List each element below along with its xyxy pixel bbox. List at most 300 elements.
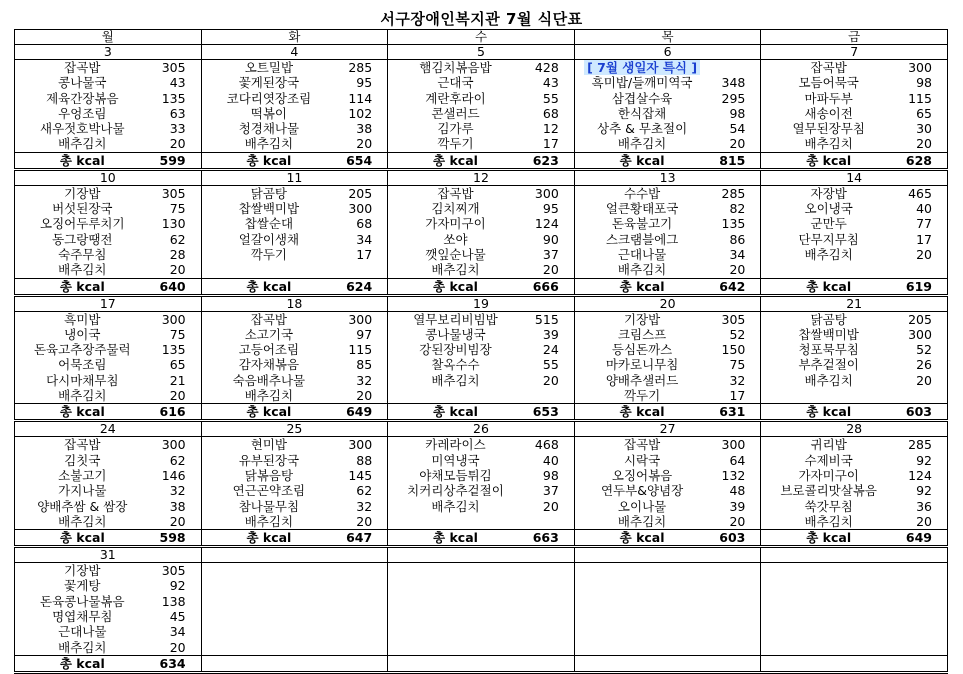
menu-item-kcal: 205 <box>908 311 932 327</box>
menu-item-kcal: 68 <box>542 105 559 121</box>
date-cell <box>574 547 761 563</box>
menu-item-name: 배추김치 <box>804 513 853 529</box>
total-kcal: 815 <box>719 152 746 168</box>
total-kcal: 634 <box>159 655 186 671</box>
menu-item-name: 쑥갓무침 <box>804 498 853 514</box>
total-kcal: 603 <box>719 530 746 546</box>
menu-item-kcal: 32 <box>356 498 373 514</box>
menu-item <box>575 437 761 452</box>
menu-item-name: 크림스프 <box>617 326 667 342</box>
menu-item-name: 배추김치 <box>431 372 480 388</box>
menu-item <box>15 594 201 609</box>
menu-item <box>575 373 761 388</box>
total-cell <box>201 655 388 672</box>
total-label: 총 kcal <box>806 404 852 420</box>
menu-item-kcal: 468 <box>534 437 559 453</box>
page-title: 서구장애인복지관 7월 식단표 <box>380 10 583 28</box>
total-label: 총 kcal <box>246 404 292 420</box>
menu-item-kcal: 146 <box>161 467 186 483</box>
menu-item-name: 김칫국 <box>64 452 101 468</box>
total-kcal: 640 <box>159 278 186 294</box>
menu-item <box>761 232 947 247</box>
menu-item-name: 근대나물 <box>58 624 107 640</box>
total-label: 총 kcal <box>433 278 478 294</box>
menu-item-kcal: 20 <box>356 388 373 404</box>
menu-item-kcal: 62 <box>169 231 186 247</box>
total-cell <box>388 655 575 672</box>
weekday-header: 월 <box>15 30 202 45</box>
menu-item-name: 찹쌀백미밥 <box>238 201 300 217</box>
menu-item-kcal: 92 <box>916 452 932 468</box>
total-label: 총 kcal <box>619 530 665 546</box>
menu-item <box>388 232 574 247</box>
total-kcal: 603 <box>905 404 932 420</box>
menu-item-name: 감자채볶음 <box>238 357 300 373</box>
menu-item <box>575 75 761 90</box>
menu-item-kcal: 43 <box>542 75 559 91</box>
total-cell <box>201 530 388 547</box>
menu-item-name: 숙주무침 <box>58 246 107 262</box>
total-label: 총 kcal <box>806 152 852 168</box>
menu-item <box>575 232 761 247</box>
menu-item <box>761 437 947 452</box>
menu-item-kcal: 88 <box>356 452 373 468</box>
total-kcal: 649 <box>905 530 932 546</box>
total-cell <box>388 530 575 547</box>
menu-cell <box>15 437 202 530</box>
menu-item-kcal: 40 <box>916 201 932 217</box>
menu-item-name: 열무된장무침 <box>792 121 865 137</box>
meal-plan-table <box>14 29 948 674</box>
menu-item <box>202 232 388 247</box>
menu-item-name: 상추 & 무초절이 <box>597 121 688 137</box>
menu-item <box>202 136 388 151</box>
menu-cell <box>15 563 202 656</box>
menu-item <box>15 373 201 388</box>
menu-item-name: 귀리밥 <box>810 437 847 453</box>
menu-item-kcal: 75 <box>169 201 186 217</box>
menu-item-name: 배추김치 <box>804 136 853 152</box>
menu-item <box>761 373 947 388</box>
menu-item-name: 찹쌀백미밥 <box>798 326 859 342</box>
total-label: 총 kcal <box>619 404 665 420</box>
menu-item-kcal: 98 <box>729 105 746 121</box>
menu-item-name: 콩나물냉국 <box>425 326 486 342</box>
menu-item-kcal: 98 <box>916 75 932 91</box>
menu-item-name: 마카로니무침 <box>605 357 679 373</box>
menu-cell <box>761 60 948 153</box>
menu-item <box>388 136 574 151</box>
menu-cell <box>761 437 948 530</box>
date-cell: 27 <box>574 421 761 437</box>
menu-item-kcal: 21 <box>169 372 186 388</box>
menu-item-kcal: 32 <box>356 372 373 388</box>
menu-item-kcal: 20 <box>169 639 186 655</box>
menu-item-kcal: 135 <box>161 90 186 106</box>
menu-item <box>202 247 388 262</box>
menu-item-kcal: 30 <box>916 121 932 137</box>
total-kcal: 619 <box>905 278 932 294</box>
total-cell <box>761 278 948 295</box>
menu-item-kcal: 145 <box>348 467 373 483</box>
menu-item <box>575 468 761 483</box>
menu-item-name: 김치찌개 <box>431 201 480 217</box>
menu-item-kcal: 428 <box>534 60 559 75</box>
menu-item-kcal: 38 <box>169 498 186 514</box>
date-cell: 31 <box>15 547 202 563</box>
menu-item-name: 배추김치 <box>244 136 294 152</box>
menu-item <box>15 232 201 247</box>
menu-item-kcal: 62 <box>169 452 186 468</box>
menu-item <box>761 121 947 136</box>
menu-item-name: 깻잎순나물 <box>425 246 486 262</box>
menu-item-kcal: 86 <box>729 231 746 247</box>
menu-item-kcal: 305 <box>721 311 746 327</box>
menu-item-name: 배추김치 <box>804 372 853 388</box>
menu-item <box>575 499 761 514</box>
menu-item-name: 참나물무침 <box>238 498 300 514</box>
total-cell <box>388 152 575 169</box>
menu-item-name: 잡곡밥 <box>437 185 474 201</box>
menu-item <box>388 357 574 372</box>
menu-item-kcal: 54 <box>729 121 746 137</box>
total-kcal: 642 <box>719 278 746 294</box>
menu-item-name: 새우젓호박나물 <box>40 121 125 137</box>
menu-item-kcal: 20 <box>169 388 186 404</box>
total-cell <box>15 530 202 547</box>
menu-item-kcal: 85 <box>356 357 373 373</box>
menu-item <box>388 312 574 327</box>
date-row <box>15 421 948 437</box>
total-cell <box>574 152 761 169</box>
menu-item-name: 배추김치 <box>617 262 667 278</box>
menu-item-kcal: 20 <box>542 372 559 388</box>
date-cell: 7 <box>761 45 948 60</box>
menu-item <box>575 106 761 121</box>
menu-item-name: 유부된장국 <box>238 452 300 468</box>
menu-item-name: 단무지무침 <box>798 231 859 247</box>
menu-item-kcal: 77 <box>916 216 932 232</box>
menu-item-kcal: 205 <box>348 185 373 201</box>
menu-item-name: 기장밥 <box>64 563 101 579</box>
menu-item-kcal: 17 <box>729 388 746 404</box>
menu-item-kcal: 17 <box>542 136 559 152</box>
menu-item-name: 미역냉국 <box>431 452 480 468</box>
menu-item-name: 잡곡밥 <box>64 60 101 75</box>
menu-item-name: 다시마채무침 <box>46 372 119 388</box>
menu-item <box>15 468 201 483</box>
date-cell: 25 <box>201 421 388 437</box>
menu-cell <box>761 185 948 278</box>
menu-item <box>202 121 388 136</box>
menu-items-row <box>15 437 948 530</box>
menu-item <box>388 201 574 216</box>
menu-item-kcal: 305 <box>161 185 186 201</box>
menu-item <box>575 342 761 357</box>
menu-item <box>15 91 201 106</box>
weekday-header: 화 <box>201 30 388 45</box>
menu-item <box>388 121 574 136</box>
total-cell <box>201 278 388 295</box>
total-kcal: 598 <box>159 530 186 546</box>
menu-item-kcal: 300 <box>908 326 932 342</box>
menu-item <box>202 91 388 106</box>
menu-items-row <box>15 185 948 278</box>
menu-item-name: 숙음배추나물 <box>232 372 306 388</box>
date-cell: 10 <box>15 169 202 185</box>
menu-item-name: 가지나물 <box>58 483 107 499</box>
total-kcal: 631 <box>719 404 746 420</box>
total-label: 총 kcal <box>59 404 105 420</box>
menu-item <box>761 247 947 262</box>
menu-item-kcal: 97 <box>356 326 373 342</box>
menu-item-name: 가자미구이 <box>798 467 859 483</box>
menu-cell <box>201 437 388 530</box>
menu-item-name: 떡볶이 <box>250 105 287 121</box>
menu-item <box>761 342 947 357</box>
menu-item <box>575 121 761 136</box>
menu-item <box>761 75 947 90</box>
menu-item-name: 삼겹살수육 <box>611 90 673 106</box>
menu-item-name: 모듬어묵국 <box>798 75 859 91</box>
menu-items-row <box>15 563 948 656</box>
menu-item-kcal: 24 <box>542 342 559 358</box>
menu-item <box>761 106 947 121</box>
menu-item-kcal: 20 <box>169 262 186 278</box>
menu-item-kcal: 20 <box>916 513 932 529</box>
menu-item-kcal: 68 <box>356 216 373 232</box>
menu-item <box>388 499 574 514</box>
menu-item-name: 배추김치 <box>431 262 480 278</box>
menu-item <box>761 468 947 483</box>
menu-item-name: 얼갈이생채 <box>238 231 300 247</box>
menu-item-kcal: 515 <box>534 311 559 327</box>
total-row <box>15 655 948 672</box>
total-label: 총 kcal <box>59 278 105 294</box>
total-cell <box>388 278 575 295</box>
menu-item <box>15 640 201 655</box>
date-row <box>15 45 948 60</box>
total-label: 총 kcal <box>433 404 478 420</box>
menu-item <box>15 624 201 639</box>
total-label: 총 kcal <box>59 530 105 546</box>
menu-item-name: 동그랑땡전 <box>52 231 113 247</box>
menu-item <box>575 201 761 216</box>
menu-item-name: 군만두 <box>810 216 847 232</box>
menu-item-name: 양배추쌈 & 쌈장 <box>37 498 128 514</box>
menu-item-name: 열무보리비빔밥 <box>413 311 498 327</box>
special-meal-label: [ 7월 생일자 특식 ] <box>584 60 700 75</box>
date-cell: 6 <box>574 45 761 60</box>
menu-item-name: 닭곰탕 <box>810 311 847 327</box>
date-cell: 3 <box>15 45 202 60</box>
total-kcal: 653 <box>532 404 559 420</box>
menu-item-name: 배추김치 <box>431 498 480 514</box>
menu-item <box>388 60 574 75</box>
menu-item <box>202 483 388 498</box>
menu-cell <box>201 185 388 278</box>
menu-item <box>761 483 947 498</box>
menu-item-kcal: 32 <box>169 483 186 499</box>
total-kcal: 624 <box>346 278 373 294</box>
menu-item-name: 배추김치 <box>617 513 667 529</box>
total-kcal: 647 <box>346 530 373 546</box>
total-label: 총 kcal <box>619 278 665 294</box>
menu-item-name: 강된장비빔장 <box>419 342 492 358</box>
menu-item-kcal: 32 <box>729 372 746 388</box>
menu-item-name: 잡곡밥 <box>623 437 661 453</box>
menu-item <box>388 186 574 201</box>
menu-item-name: 마파두부 <box>804 90 853 106</box>
menu-item-kcal: 305 <box>161 563 186 579</box>
menu-item-name: 현미밥 <box>250 437 287 453</box>
menu-cell <box>388 437 575 530</box>
menu-item <box>202 75 388 90</box>
menu-item-kcal: 130 <box>161 216 186 232</box>
menu-item <box>575 327 761 342</box>
menu-item-name: 돈육불고기 <box>611 216 673 232</box>
date-cell: 11 <box>201 169 388 185</box>
menu-item <box>761 216 947 231</box>
menu-item-name: 잡곡밥 <box>64 437 101 453</box>
menu-item <box>761 327 947 342</box>
menu-item <box>202 186 388 201</box>
menu-item-name: 등심돈까스 <box>611 342 673 358</box>
menu-item-name: 배추김치 <box>58 639 107 655</box>
menu-item-kcal: 135 <box>161 342 186 358</box>
menu-item-kcal: 26 <box>916 357 932 373</box>
menu-item-name: 명엽채무침 <box>52 609 113 625</box>
menu-item-kcal: 300 <box>534 185 559 201</box>
menu-item-name: 제육간장볶음 <box>46 90 119 106</box>
menu-item <box>202 60 388 75</box>
menu-item-kcal: 33 <box>169 121 186 137</box>
menu-item-kcal: 45 <box>169 609 186 625</box>
menu-item <box>202 342 388 357</box>
menu-item <box>15 216 201 231</box>
menu-item <box>761 453 947 468</box>
menu-item <box>202 357 388 372</box>
total-kcal: 599 <box>159 152 186 168</box>
menu-item <box>761 186 947 201</box>
date-cell: 14 <box>761 169 948 185</box>
menu-item-name: 수수밥 <box>623 185 661 201</box>
total-cell <box>15 655 202 672</box>
total-cell <box>15 152 202 169</box>
date-cell: 5 <box>388 45 575 60</box>
menu-item-kcal: 12 <box>542 121 559 137</box>
menu-cell <box>388 563 575 656</box>
menu-item-name: 깍두기 <box>250 246 287 262</box>
menu-item <box>202 388 388 403</box>
menu-cell <box>574 311 761 404</box>
menu-cell <box>574 563 761 656</box>
menu-item <box>15 388 201 403</box>
menu-item <box>388 262 574 277</box>
menu-item-kcal: 92 <box>169 578 186 594</box>
total-kcal: 663 <box>532 530 559 546</box>
menu-item-name: 스크램블에그 <box>605 231 679 247</box>
menu-item-kcal: 300 <box>348 311 373 327</box>
menu-item-name: 소고기국 <box>244 326 294 342</box>
menu-item <box>202 468 388 483</box>
menu-item-name: 가자미구이 <box>425 216 486 232</box>
menu-item-name: 배추김치 <box>244 513 294 529</box>
menu-item-kcal: 75 <box>729 357 746 373</box>
menu-item-kcal: 300 <box>908 60 932 75</box>
menu-item-name: 배추김치 <box>617 136 667 152</box>
menu-item-name: 깍두기 <box>437 136 474 152</box>
menu-item <box>388 483 574 498</box>
menu-item-kcal: 150 <box>721 342 746 358</box>
menu-item-name: 돈육고추장주물럭 <box>33 342 131 358</box>
menu-item-name: 시락국 <box>623 452 661 468</box>
total-cell <box>574 655 761 672</box>
menu-item-name: 근대국 <box>437 75 474 91</box>
total-label: 총 kcal <box>619 152 665 168</box>
menu-item-kcal: 20 <box>542 498 559 514</box>
menu-item <box>575 312 761 327</box>
menu-item-name: 배추김치 <box>58 513 107 529</box>
menu-item <box>388 75 574 90</box>
date-row <box>15 547 948 563</box>
total-kcal: 628 <box>905 152 932 168</box>
menu-item-name: 근대나물 <box>617 246 667 262</box>
menu-item-name: 양배추샐러드 <box>605 372 679 388</box>
menu-item-name: 고등어조림 <box>238 342 300 358</box>
menu-item-kcal: 20 <box>916 372 932 388</box>
menu-item <box>388 342 574 357</box>
menu-item-kcal: 39 <box>729 498 746 514</box>
menu-item <box>575 483 761 498</box>
menu-cell <box>201 311 388 404</box>
total-label: 총 kcal <box>59 655 105 671</box>
total-kcal: 666 <box>532 278 559 294</box>
weekday-header-row <box>15 30 948 45</box>
menu-item-kcal: 138 <box>161 593 186 609</box>
date-row <box>15 169 948 185</box>
menu-item-name: 오징어볶음 <box>611 467 673 483</box>
total-label: 총 kcal <box>246 278 292 294</box>
menu-item-kcal: 34 <box>356 231 373 247</box>
total-cell <box>388 404 575 421</box>
menu-cell <box>761 563 948 656</box>
menu-item <box>15 186 201 201</box>
total-row <box>15 152 948 169</box>
menu-item-kcal: 285 <box>348 60 373 75</box>
menu-item <box>575 357 761 372</box>
menu-item-kcal: 20 <box>916 246 932 262</box>
menu-item-kcal: 37 <box>542 246 559 262</box>
total-kcal: 623 <box>532 152 559 168</box>
menu-item-kcal: 55 <box>542 90 559 106</box>
menu-item <box>15 578 201 593</box>
date-cell: 21 <box>761 295 948 311</box>
menu-item-name: 흑미밥/들깨미역국 <box>591 75 693 91</box>
menu-item <box>15 136 201 151</box>
menu-item-name: 계란후라이 <box>425 90 486 106</box>
menu-item <box>575 136 761 151</box>
menu-item-kcal: 465 <box>908 185 932 201</box>
menu-item <box>15 609 201 624</box>
menu-item <box>15 499 201 514</box>
menu-item-kcal: 300 <box>161 437 186 453</box>
menu-item-kcal: 28 <box>169 246 186 262</box>
menu-item-kcal: 55 <box>542 357 559 373</box>
menu-item-name: 청포묵무침 <box>798 342 859 358</box>
menu-item-kcal: 295 <box>721 90 746 106</box>
menu-item-kcal: 95 <box>542 201 559 217</box>
